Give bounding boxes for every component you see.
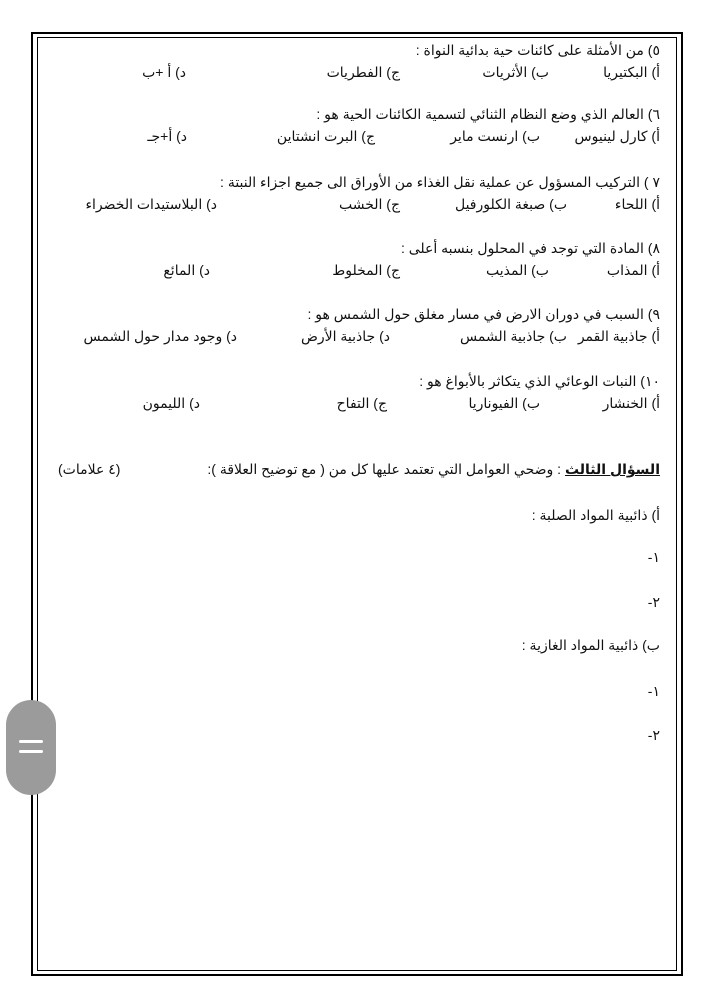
option-a: أ) البكتيريا xyxy=(603,64,660,80)
part-b-item-2: ٢- xyxy=(647,727,660,743)
option-a: أ) المذاب xyxy=(606,262,660,278)
grip-line-icon xyxy=(19,750,43,753)
option-d: د) المائع xyxy=(163,262,210,278)
part-a-item-2: ٢- xyxy=(647,594,660,610)
option-b: ب) ارنست ماير xyxy=(450,128,540,144)
option-a: أ) اللحاء xyxy=(614,196,660,212)
option-b: ب) الأثريات xyxy=(482,64,549,80)
drag-handle[interactable] xyxy=(6,700,56,795)
option-b: ب) المذيب xyxy=(486,262,549,278)
option-c: ج) الفطريات xyxy=(326,64,400,80)
section-3-heading xyxy=(207,460,660,478)
question-stem: ٥) من الأمثلة على كائنات حية بدائية النواة : xyxy=(415,42,660,58)
option-a: أ) الخنشار xyxy=(602,395,660,411)
option-a: أ) جاذبية القمر xyxy=(577,328,660,344)
option-b: ب) صبغة الكلورفيل xyxy=(454,196,567,212)
option-d: د) البلاستيدات الخضراء xyxy=(85,196,217,212)
section-3-instruction: : وضحي العوامل التي تعتمد عليها كل من ( مع توضيح العلاقة ): xyxy=(207,461,562,477)
option-d: د) أ+جـ xyxy=(147,128,187,144)
section-3-label: السؤال الثالث xyxy=(564,461,660,477)
part-a-item-1: ١- xyxy=(647,549,660,565)
part-a-title: أ) ذائبية المواد الصلبة : xyxy=(531,507,660,523)
part-b-title: ب) ذائبية المواد الغازية : xyxy=(521,637,660,653)
option-c: ج) التفاح xyxy=(336,395,387,411)
option-c: ج) البرت انشتاين xyxy=(276,128,375,144)
option-c: ج) الخشب xyxy=(338,196,400,212)
option-d: د) أ +ب xyxy=(142,64,186,80)
option-d: د) الليمون xyxy=(142,395,200,411)
question-stem: ٩) السبب في دوران الارض في مسار مغلق حول الشمس هو : xyxy=(307,306,660,322)
question-stem: ٧ ) التركيب المسؤول عن عملية نقل الغذاء من الأوراق الى جميع اجزاء النبتة : xyxy=(220,174,660,190)
part-b-item-1: ١- xyxy=(647,683,660,699)
question-stem: ٨) المادة التي توجد في المحلول بنسبه أعلى : xyxy=(400,240,660,256)
option-b: ب) الفيوناريا xyxy=(468,395,540,411)
question-stem: ٦) العالم الذي وضع النظام الثنائي لتسمية الكائنات الحية هو : xyxy=(316,106,660,122)
option-d: د) وجود مدار حول الشمس xyxy=(83,328,237,344)
option-c: د) جاذبية الأرض xyxy=(300,328,390,344)
option-a: أ) كارل لينيوس xyxy=(574,128,660,144)
section-3-marks: (٤ علامات) xyxy=(58,461,121,477)
option-b: ب) جاذبية الشمس xyxy=(460,328,567,344)
grip-line-icon xyxy=(19,740,43,743)
option-c: ج) المخلوط xyxy=(332,262,400,278)
question-stem: ١٠) النبات الوعائي الذي يتكاثر بالأبواغ هو : xyxy=(419,373,660,389)
